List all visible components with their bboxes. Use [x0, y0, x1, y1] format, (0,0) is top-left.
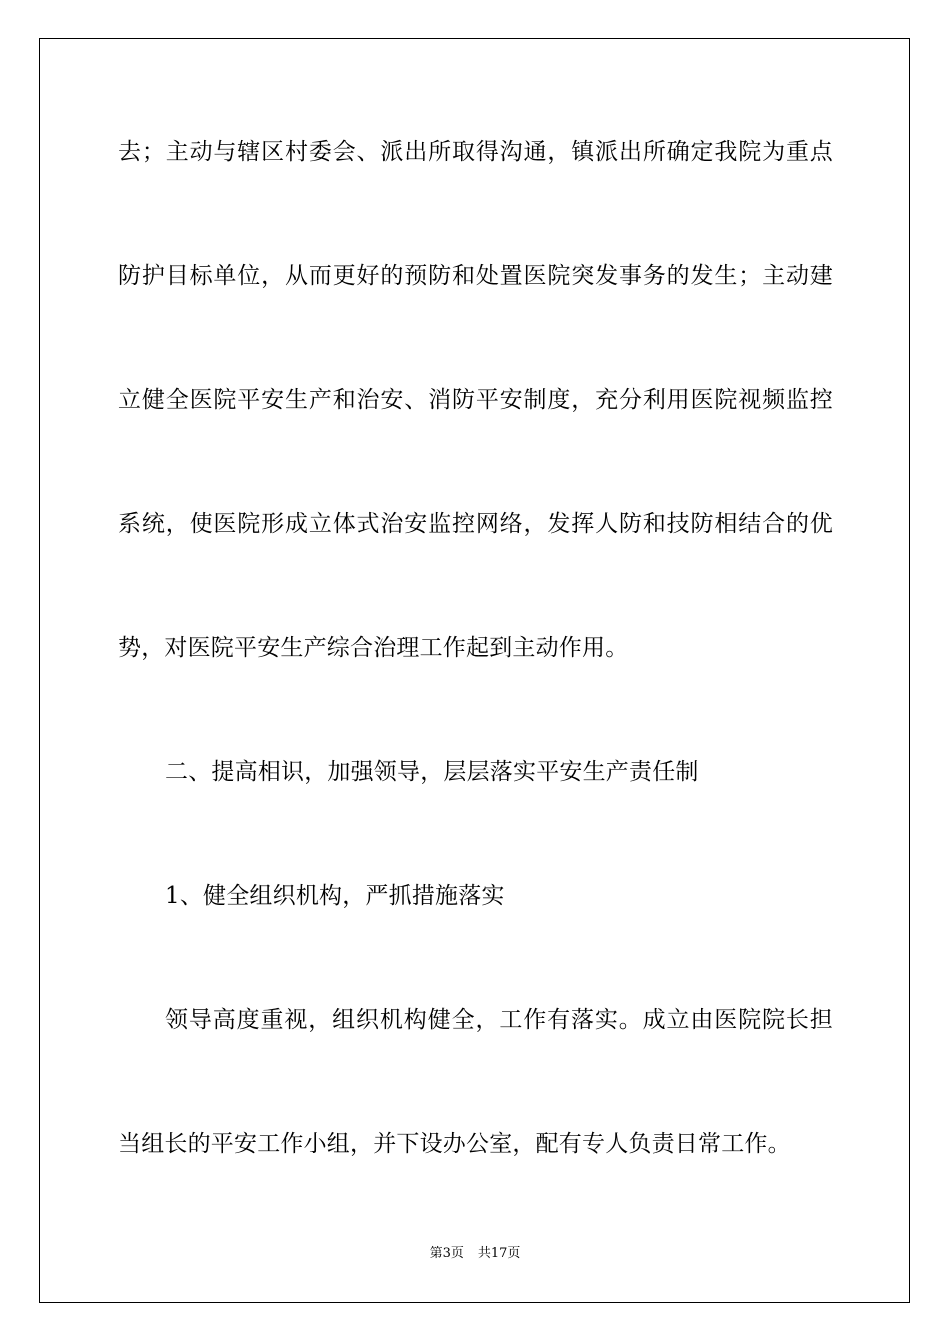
body-line-3: 立健全医院平安生产和治安、消防平安制度，充分利用医院视频监控: [118, 387, 833, 413]
body-line-8: 领导高度重视，组织机构健全，工作有落实。成立由医院院长担: [165, 1007, 833, 1033]
page-border: [39, 38, 910, 1303]
subsection-heading: 1、健全组织机构，严抓措施落实: [165, 883, 505, 909]
body-line-4: 系统，使医院形成立体式治安监控网络，发挥人防和技防相结合的优: [118, 511, 833, 537]
body-line-9: 当组长的平安工作小组，并下设办公室，配有专人负责日常工作。: [118, 1131, 791, 1157]
page-footer: [0, 1245, 950, 1263]
page-total: 共17页: [477, 1246, 521, 1261]
body-line-2: 防护目标单位，从而更好的预防和处置医院突发事务的发生；主动建: [118, 263, 833, 289]
body-line-5: 势，对医院平安生产综合治理工作起到主动作用。: [118, 635, 629, 661]
section-heading: 二、提高相识，加强领导，层层落实平安生产责任制: [165, 759, 699, 785]
page-number: 第3页: [429, 1246, 464, 1261]
body-line-1: 去；主动与辖区村委会、派出所取得沟通，镇派出所确定我院为重点: [118, 139, 833, 165]
